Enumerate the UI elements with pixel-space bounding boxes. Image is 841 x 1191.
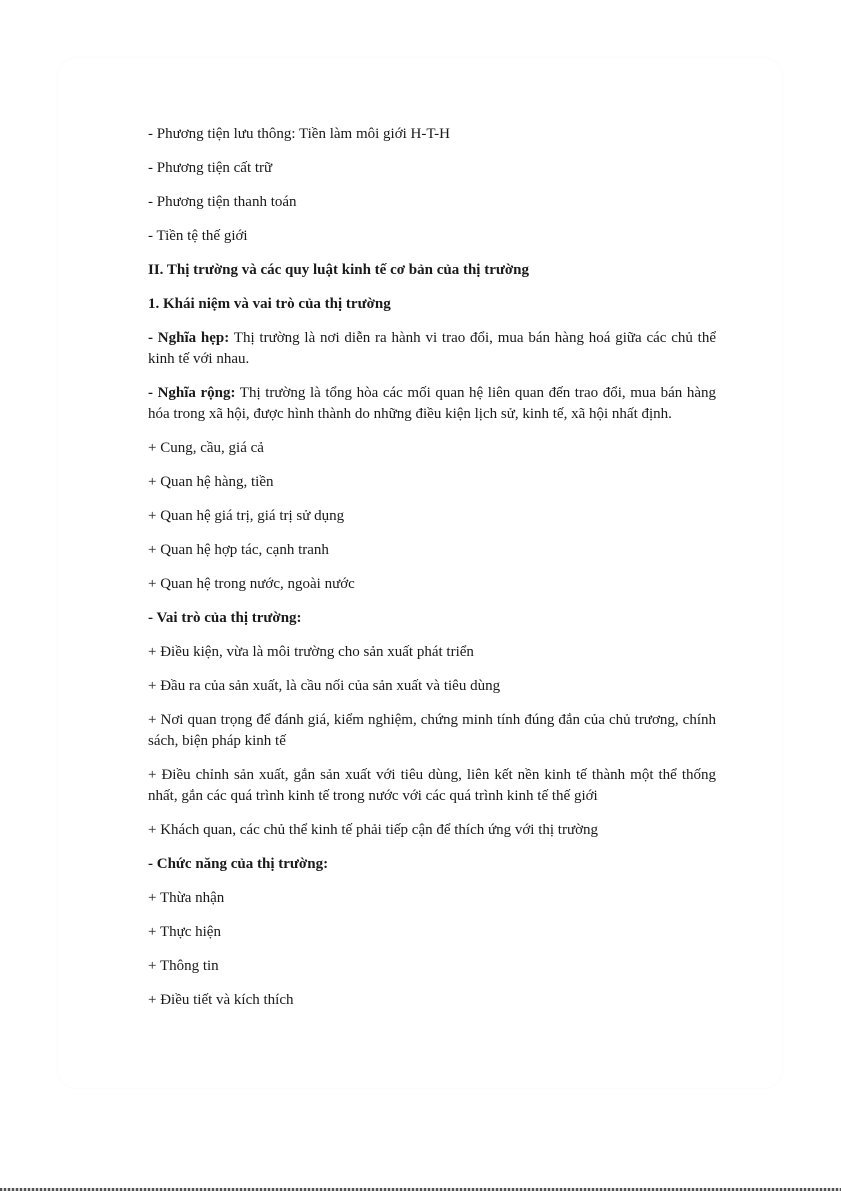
narrow-meaning-label: - Nghĩa hẹp: xyxy=(148,330,230,346)
document-body xyxy=(148,124,716,1024)
list-item: + Điều chỉnh sản xuất, gắn sản xuất với tiêu dùng, liên kết nền kinh tế thành một thể thống nhất, gắn các quá trình kinh tế trong nước với các quá trình kinh tế thế giới xyxy=(148,767,716,804)
list-item: + Quan hệ trong nước, ngoài nước xyxy=(148,576,355,592)
role-heading: - Vai trò của thị trường: xyxy=(148,610,302,626)
list-item: + Quan hệ hàng, tiền xyxy=(148,474,274,490)
list-item-money-storage: - Phương tiện cất trữ xyxy=(148,160,273,176)
section-title: II. Thị trường và các quy luật kinh tế cơ bản của thị trường xyxy=(148,262,530,278)
list-item: + Đầu ra của sản xuất, là cầu nối của sản xuất và tiêu dùng xyxy=(148,678,501,694)
subsection-title: 1. Khái niệm và vai trò của thị trường xyxy=(148,296,391,312)
list-item: + Thông tin xyxy=(148,958,219,974)
narrow-meaning-text: Thị trường là nơi diễn ra hành vi trao đổi, mua bán hàng hoá giữa các chủ thể kinh tế với nhau. xyxy=(148,330,716,367)
function-heading: - Chức năng của thị trường: xyxy=(148,856,329,872)
paragraph-broad-meaning xyxy=(148,383,716,425)
list-item: + Cung, cầu, giá cả xyxy=(148,440,264,456)
list-item: + Nơi quan trọng để đánh giá, kiểm nghiệm, chứng minh tính đúng đắn của chủ trương, chính sách, biện pháp kinh tế xyxy=(148,712,716,749)
list-item: + Thực hiện xyxy=(148,924,221,940)
list-item-money-payment: - Phương tiện thanh toán xyxy=(148,194,297,210)
broad-meaning-label: - Nghĩa rộng: xyxy=(148,385,236,401)
list-item-money-circulation: - Phương tiện lưu thông: Tiền làm môi giới H-T-H xyxy=(148,126,450,142)
list-item: + Quan hệ giá trị, giá trị sử dụng xyxy=(148,508,345,524)
broad-meaning-text: Thị trường là tổng hòa các mối quan hệ liên quan đến trao đổi, mua bán hàng hóa trong xã hội, được hình thành do những điều kiện lịch sử, kinh tế, xã hội nhất định. xyxy=(148,385,716,422)
list-item-world-currency: - Tiền tệ thế giới xyxy=(148,228,248,244)
list-item: + Thừa nhận xyxy=(148,890,225,906)
list-item: + Điều kiện, vừa là môi trường cho sản xuất phát triển xyxy=(148,644,474,660)
paragraph-narrow-meaning xyxy=(148,328,716,370)
list-item: + Quan hệ hợp tác, cạnh tranh xyxy=(148,542,329,558)
list-item: + Khách quan, các chủ thể kinh tế phải tiếp cận để thích ứng với thị trường xyxy=(148,822,599,838)
list-item: + Điều tiết và kích thích xyxy=(148,992,294,1008)
